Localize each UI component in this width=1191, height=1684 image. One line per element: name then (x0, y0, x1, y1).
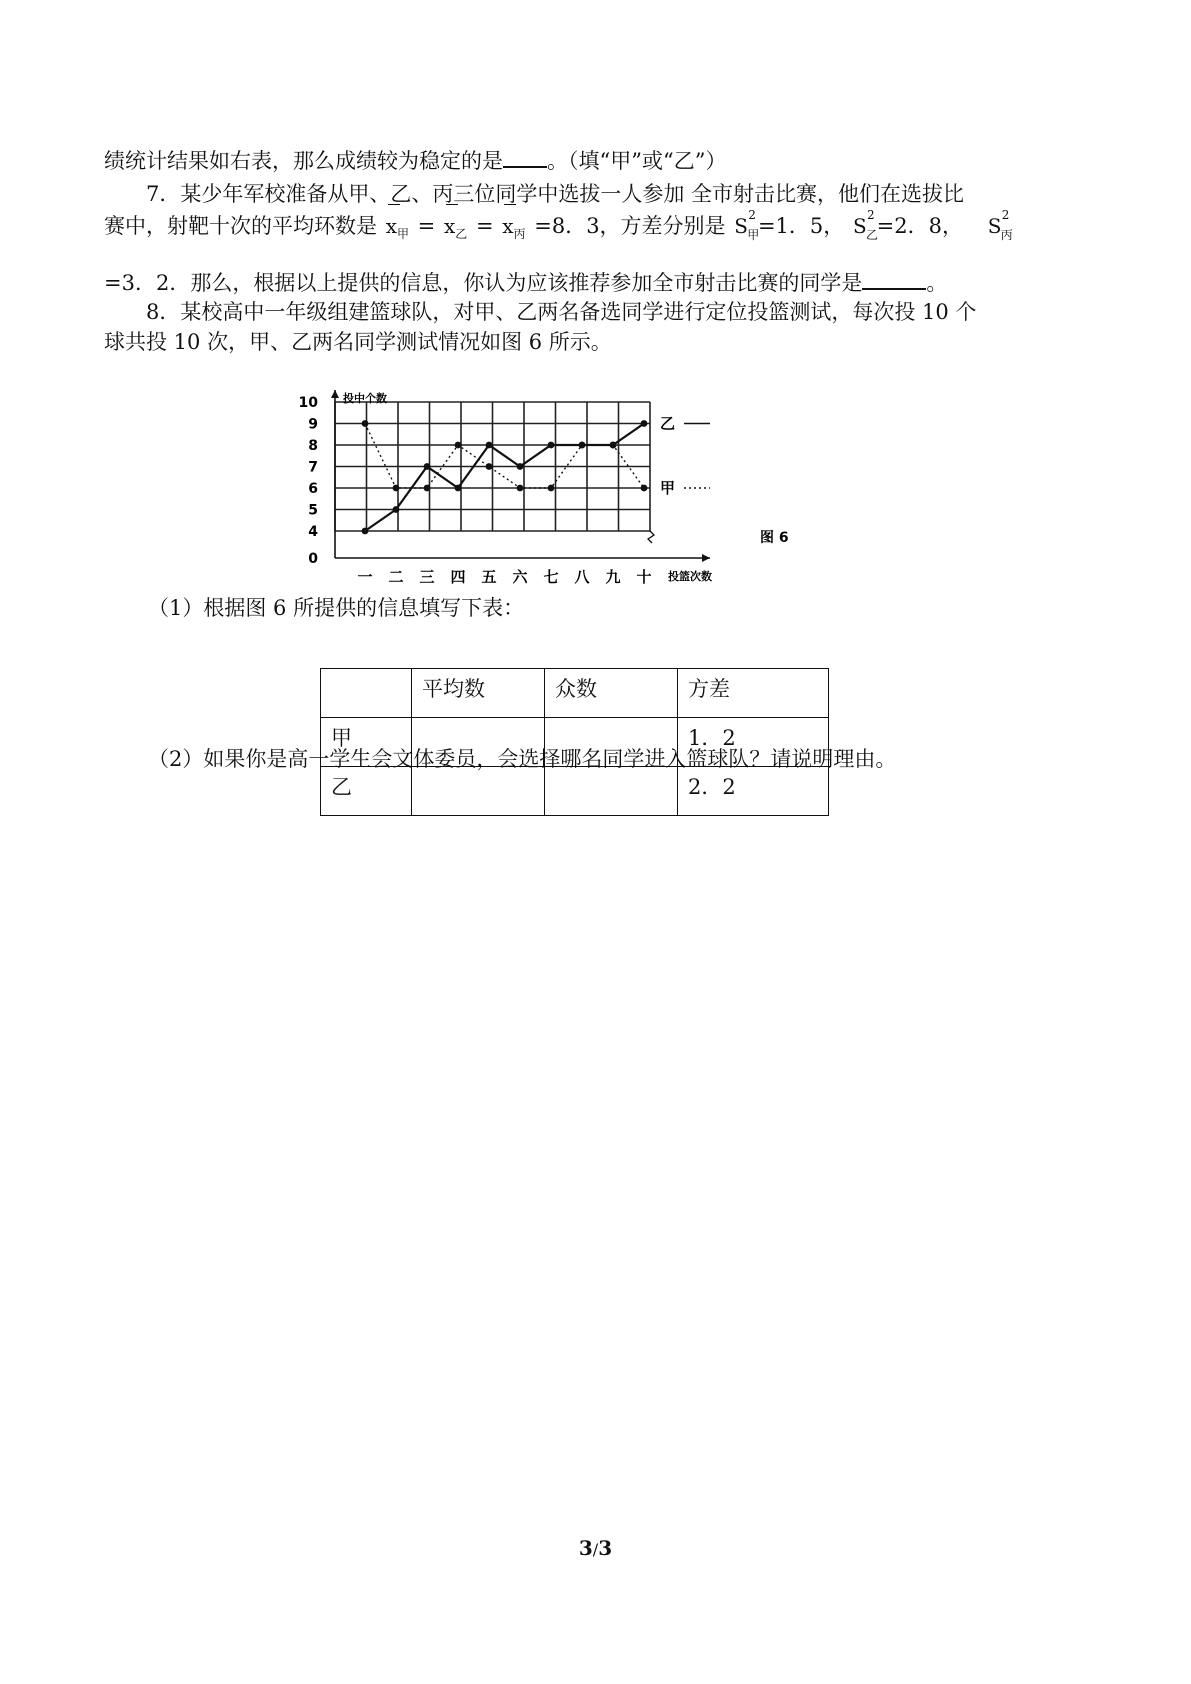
mean-x-yi: $x_乙$ (444, 214, 467, 241)
page-separator: / (592, 1540, 599, 1559)
table-header-row (321, 669, 829, 718)
y-tick-label: 9 (308, 416, 318, 433)
variance-jia-value: =1．5， (757, 214, 845, 238)
answer-blank[interactable] (503, 148, 547, 168)
table-cell: 2．2 (678, 767, 829, 816)
table-cell-blank[interactable] (545, 767, 678, 816)
q7-line-3-text: =3．2．那么，根据以上提供的信息，你认为应该推荐参加全市射击比赛的同学是 (104, 271, 863, 295)
data-point-yi (641, 420, 648, 427)
data-point-jia (610, 442, 617, 449)
x-tick-label: 九 (605, 568, 621, 586)
q7-line-2 (104, 208, 1013, 242)
table-header-cell: 众数 (545, 669, 678, 718)
mean-value: =8．3，方差分别是 (534, 214, 726, 238)
y-tick-label: 10 (298, 395, 318, 411)
q8-part-1: （1）根据图 6 所提供的信息填写下表： (148, 596, 525, 620)
legend-label-jia: 甲 (660, 479, 676, 497)
mean-x-jia: $x_甲$ (386, 214, 409, 241)
x-axis-label: 投篮次数 (668, 570, 712, 583)
equals-sign: = (417, 214, 436, 238)
table-cell: 甲 (321, 718, 412, 767)
q8-line-2: 球共投 10 次，甲、乙两名同学测试情况如图 6 所示。 (104, 330, 612, 354)
axis-break-mark (648, 531, 654, 543)
table-cell-blank[interactable] (412, 767, 545, 816)
x-tick-label: 五 (481, 568, 497, 586)
data-point-jia (362, 420, 369, 427)
continuation-line (104, 148, 726, 174)
x-tick-label: 七 (543, 568, 559, 586)
x-tick-label: 二 (388, 568, 404, 586)
data-point-jia (641, 485, 648, 492)
table-cell: 乙 (321, 767, 412, 816)
q8-line-1: 8．某校高中一年级组建篮球队，对甲、乙两名备选同学进行定位投篮测试，每次投 10 个 (146, 300, 977, 324)
q8-part-2: （2）如果你是高一学生会文体委员，会选择哪名同学进入篮球队？请说明理由。 (148, 747, 897, 771)
answer-blank[interactable] (862, 270, 926, 290)
data-point-jia (486, 463, 493, 470)
y-axis-label: 投中个数 (343, 392, 387, 405)
y-tick-label: 0 (308, 551, 318, 567)
q7-line-3 (104, 270, 947, 296)
data-point-yi (393, 506, 400, 513)
data-point-jia (579, 442, 586, 449)
figure-6-chart (298, 390, 880, 630)
legend-label-yi: 乙 (660, 414, 676, 433)
data-point-yi (455, 485, 462, 492)
variance-s-yi: S 2 乙 (852, 208, 878, 242)
page-number: 3 (578, 1536, 593, 1560)
figure-label: 图 6 (760, 530, 789, 546)
q7-line-3-tail: 。 (926, 271, 948, 295)
table-cell: 1．2 (678, 718, 829, 767)
equals-sign: = (475, 214, 494, 238)
y-tick-label: 7 (308, 459, 318, 476)
x-tick-label: 四 (450, 568, 466, 586)
continuation-tail: 。（填“甲”或“乙”） (547, 149, 727, 173)
variance-s-jia: S 2 甲 (734, 208, 760, 242)
data-point-jia (393, 485, 400, 492)
data-point-yi (362, 528, 369, 535)
page-footer (0, 1536, 1191, 1560)
x-tick-label: 十 (636, 568, 652, 586)
data-point-yi (486, 442, 493, 449)
table-header-cell: 平均数 (412, 669, 545, 718)
continuation-text: 绩统计结果如右表，那么成绩较为稳定的是 (104, 149, 503, 173)
y-tick-label: 4 (308, 524, 318, 540)
data-point-jia (517, 485, 524, 492)
mean-x-bing: $x_丙$ (502, 214, 525, 241)
x-tick-label: 三 (419, 568, 435, 586)
data-point-yi (548, 442, 555, 449)
q7-line-2-text: 赛中，射靶十次的平均环数是 (104, 214, 377, 238)
x-tick-label: 八 (574, 568, 590, 586)
page-total: 3 (598, 1536, 613, 1560)
line-chart (298, 390, 880, 630)
table-row (321, 767, 829, 816)
stats-table (320, 668, 829, 816)
x-tick-label: 六 (512, 568, 528, 586)
table-header-cell: 方差 (678, 669, 829, 718)
data-point-jia (424, 485, 431, 492)
data-point-yi (517, 463, 524, 470)
data-point-jia (548, 485, 555, 492)
y-tick-label: 8 (308, 438, 318, 454)
variance-s-bing: S 2 丙 (987, 208, 1013, 242)
x-tick-label: 一 (357, 568, 373, 586)
y-axis-arrow (331, 390, 339, 398)
variance-yi-value: =2．8， (876, 214, 963, 238)
y-tick-label: 5 (308, 502, 318, 519)
q7-line-1: 7．某少年军校准备从甲、乙、丙三位同学中选拔一人参加 全市射击比赛，他们在选拔比 (146, 182, 965, 206)
y-tick-label: 6 (308, 481, 318, 497)
table-header-cell (321, 669, 412, 718)
x-axis-arrow (702, 554, 710, 562)
data-point-jia (455, 442, 462, 449)
data-point-yi (424, 463, 431, 470)
series-line-yi (365, 424, 644, 532)
